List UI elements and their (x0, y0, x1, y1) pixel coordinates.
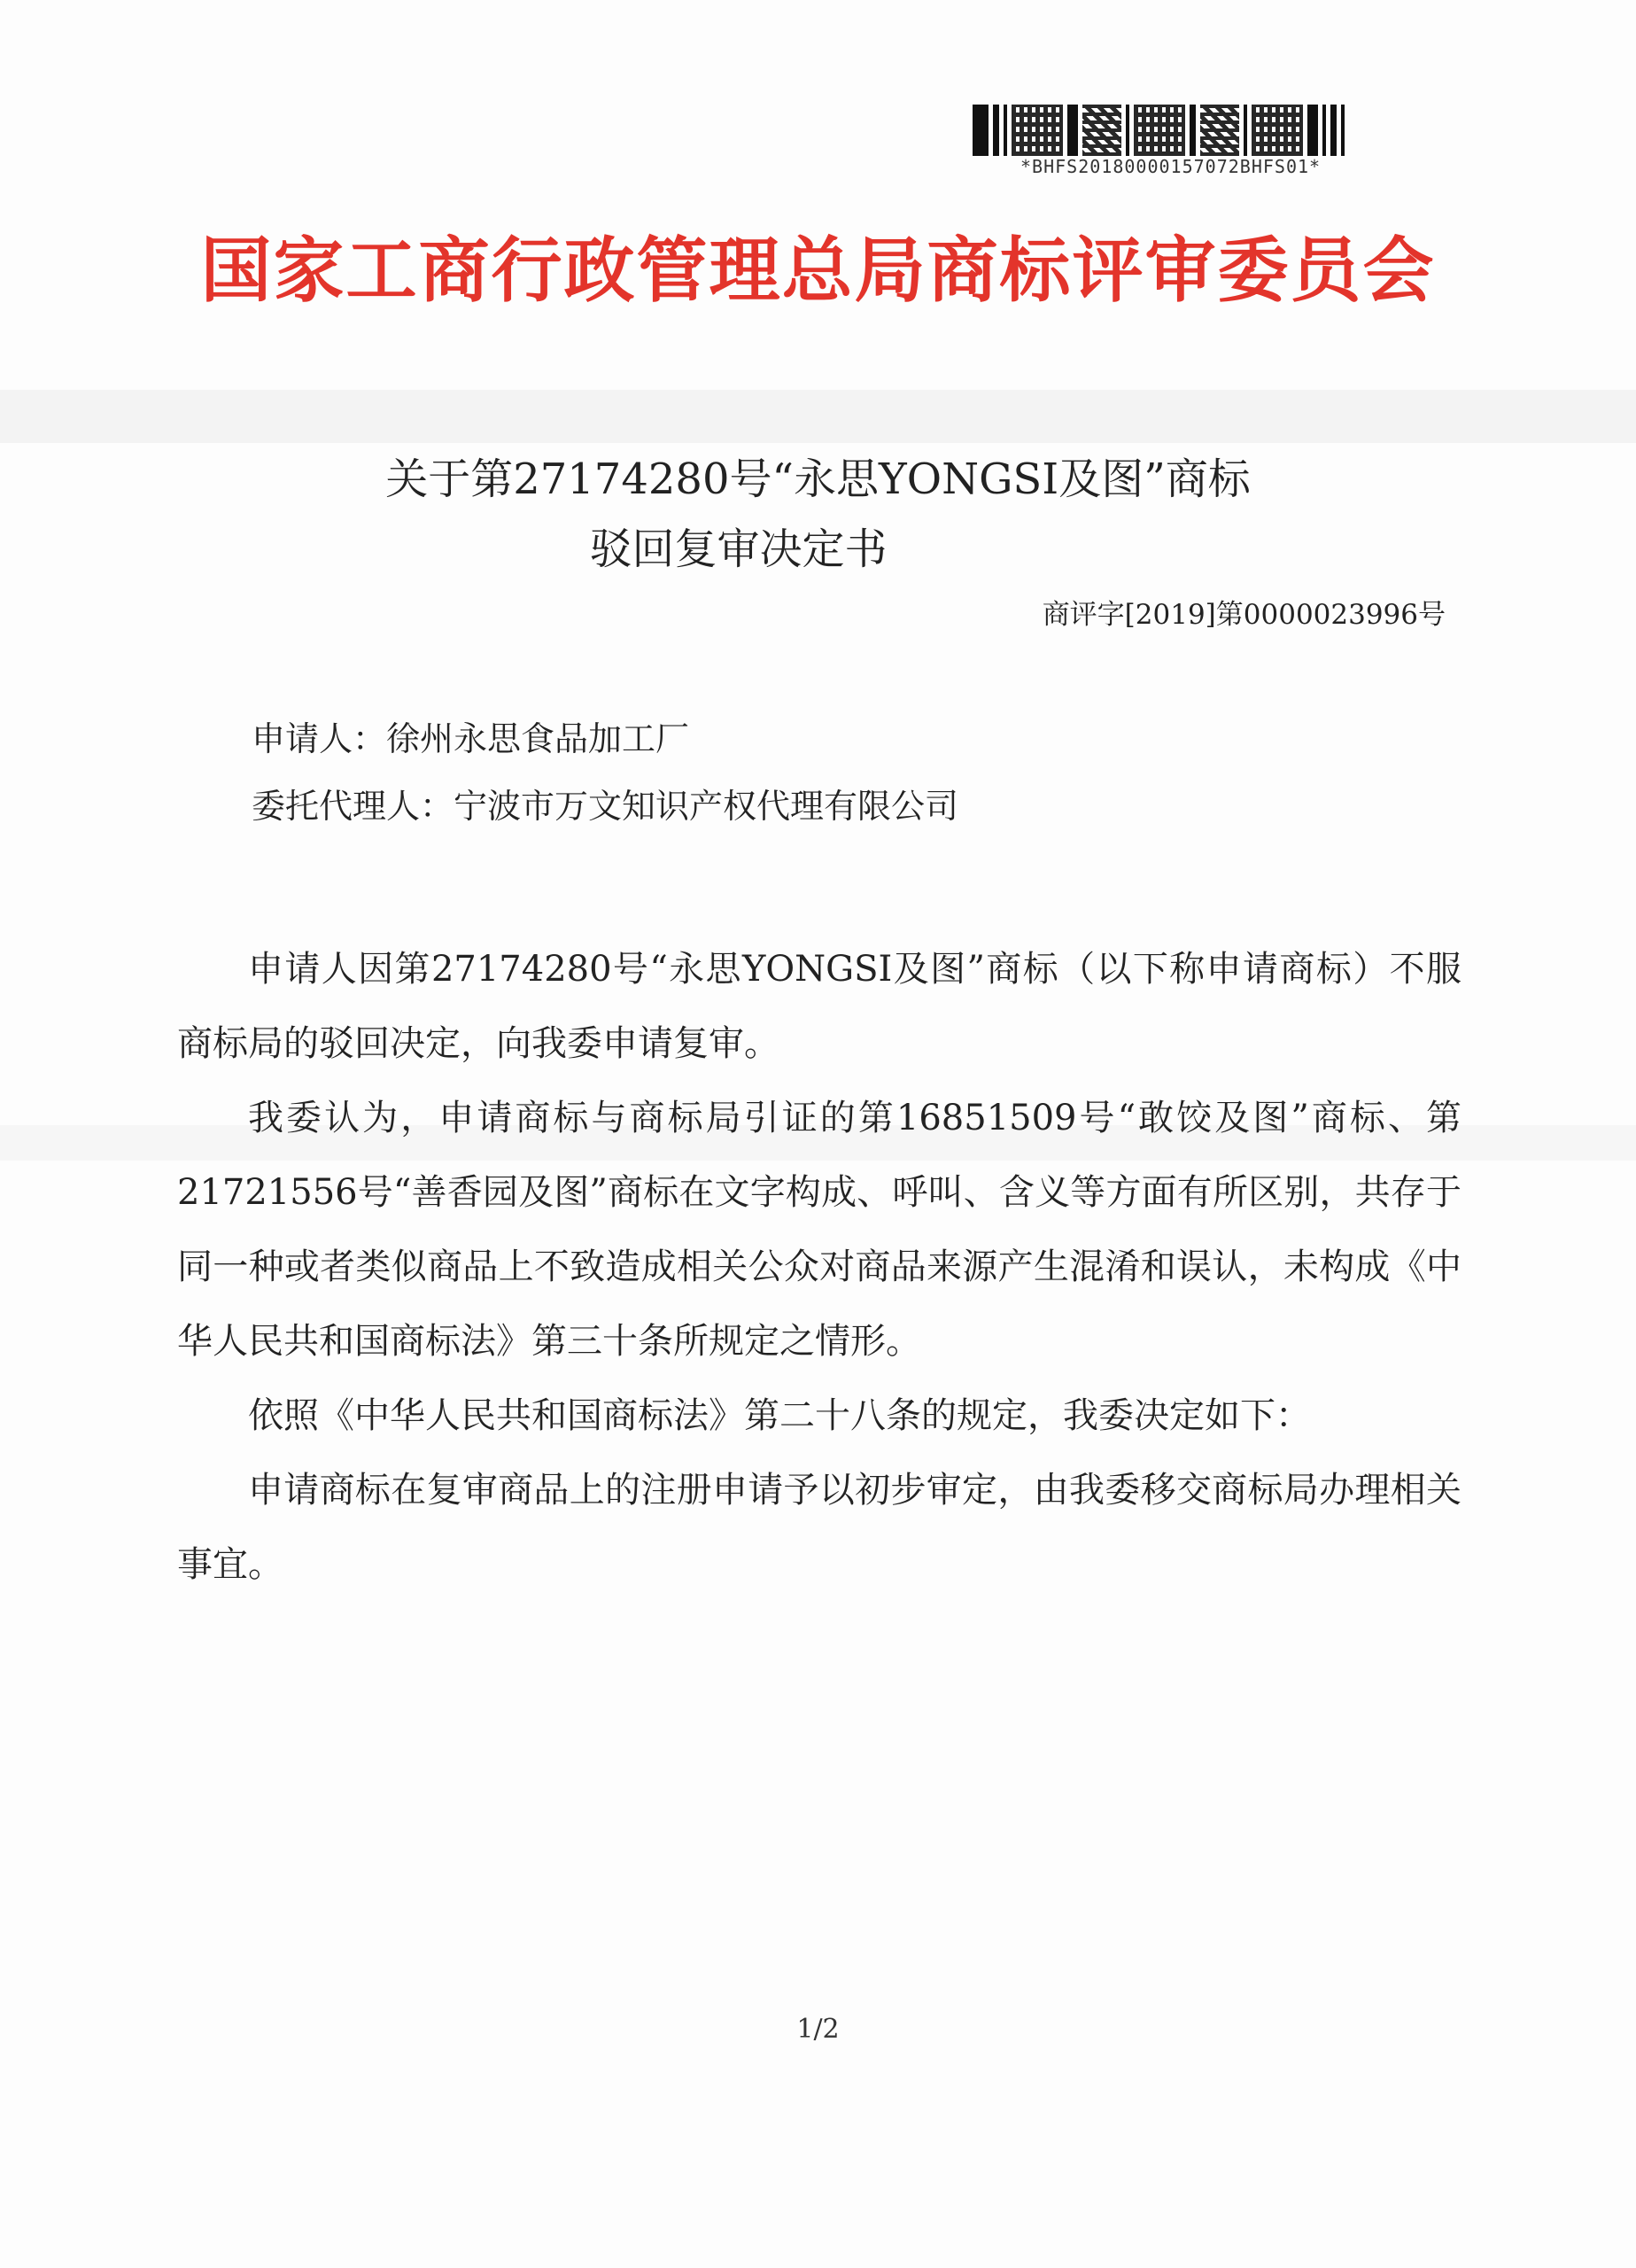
page-number: 1/2 (796, 2014, 840, 2045)
decision-body (177, 932, 1462, 1602)
agent-label: 委托代理人： (252, 787, 454, 826)
document-title-line-2: 驳回复审决定书 (589, 524, 888, 574)
letterhead: 国家工商行政管理总局商标评审委员会 (200, 229, 1436, 312)
barcode-caption: *BHFS20180000157072BHFS01* (1020, 156, 1322, 177)
document-number: 商评字[2019]第0000023996号 (1042, 599, 1446, 631)
body-paragraph: 申请人因第27174280号“永思YONGSI及图”商标（以下称申请商标）不服商标局的驳回决定，向我委申请复审。 (177, 949, 1462, 1064)
applicant-line (252, 719, 689, 760)
agent-line (252, 787, 958, 827)
applicant-label: 申请人： (252, 719, 387, 758)
body-paragraph: 我委认为，申请商标与商标局引证的第16851509号“敢饺及图”商标、第21721556号“善香园及图”商标在文字构成、呼叫、含义等方面有所区别，共存于同一种或者类似商品上不致造成相关公众对商品来源产生混淆和误认，未构成《中华人民共和国商标法》第三十条所规定之情形。 (177, 1098, 1462, 1362)
agent-name: 宁波市万文知识产权代理有限公司 (454, 787, 959, 826)
barcode (973, 105, 1376, 156)
applicant-name: 徐州永思食品加工厂 (386, 719, 690, 758)
document-title-line-1: 关于第27174280号“永思YONGSI及图”商标 (385, 454, 1251, 504)
scan-band (0, 390, 1636, 443)
body-paragraph: 申请商标在复审商品上的注册申请予以初步审定，由我委移交商标局办理相关事宜。 (177, 1470, 1462, 1585)
body-paragraph: 依照《中华人民共和国商标法》第二十八条的规定，我委决定如下： (248, 1395, 1311, 1436)
